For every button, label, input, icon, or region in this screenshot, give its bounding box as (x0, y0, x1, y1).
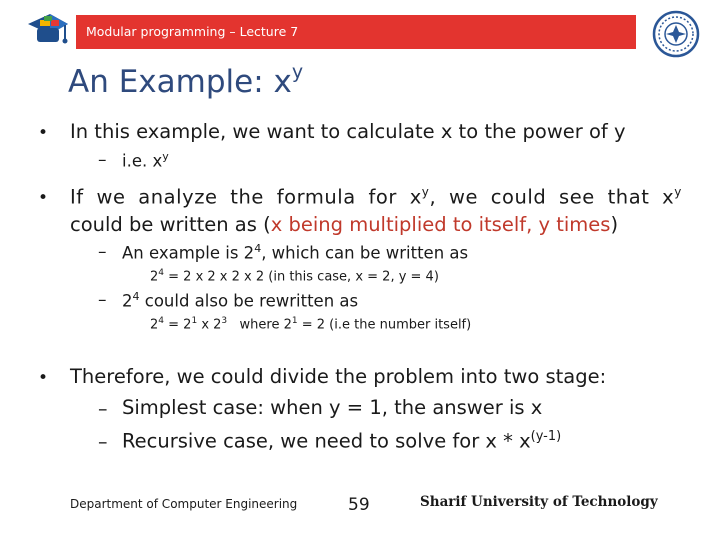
bullet-2-line-2: could be written as (x being multiplied to itself, y times) (70, 213, 619, 236)
bullet-2-sub-1: An example is $2^4$, which can be written as (122, 242, 469, 263)
slide-title: An Example: $x^y$ (68, 61, 304, 100)
university-seal-icon (652, 10, 700, 58)
bullet-1-text: In this example, we want to calculate x to the power of y (70, 120, 626, 143)
page-number: 59 (348, 495, 370, 515)
footer-university: Sharif University of Technology (420, 494, 658, 510)
bullet-2-line-1: If we analyze the formula for $x^y$, we could see that $x^y$ (70, 185, 682, 209)
dash-marker: – (98, 290, 107, 310)
header-bar (76, 15, 636, 49)
bullet-2-sub-1-detail: $2^4 = 2$ x 2 x 2 x 2 (in this case, x = 2, y = 4) (150, 268, 439, 285)
bullet-3-sub-1: Simplest case: when y = 1, the answer is x (122, 396, 543, 419)
dash-marker: – (98, 431, 108, 453)
bullet-3-sub-2: Recursive case, we need to solve for x * $x^{(y-1)}$ (122, 429, 562, 453)
dash-marker: – (98, 398, 108, 420)
emphasis-text: x being multiplied to itself, y times (270, 213, 611, 236)
dash-marker: – (98, 150, 107, 170)
bullet-marker: • (38, 123, 49, 143)
bullet-1-sub: i.e. $x^y$ (122, 150, 169, 171)
bullet-2-sub-2-detail: $2^4 = 2^1$ x $2^3$ where $2^1 = 2$ (i.e the number itself) (150, 316, 472, 333)
bullet-marker: • (38, 188, 49, 208)
footer-department: Department of Computer Engineering (70, 497, 298, 511)
course-title: Modular programming – Lecture 7 (86, 24, 299, 39)
bullet-3-text: Therefore, we could divide the problem into two stage: (70, 365, 607, 388)
dash-marker: – (98, 242, 107, 262)
graduation-cap-logo-icon (24, 10, 72, 54)
bullet-2-sub-2: $2^4$ could also be rewritten as (122, 290, 359, 311)
bullet-marker: • (38, 368, 49, 388)
